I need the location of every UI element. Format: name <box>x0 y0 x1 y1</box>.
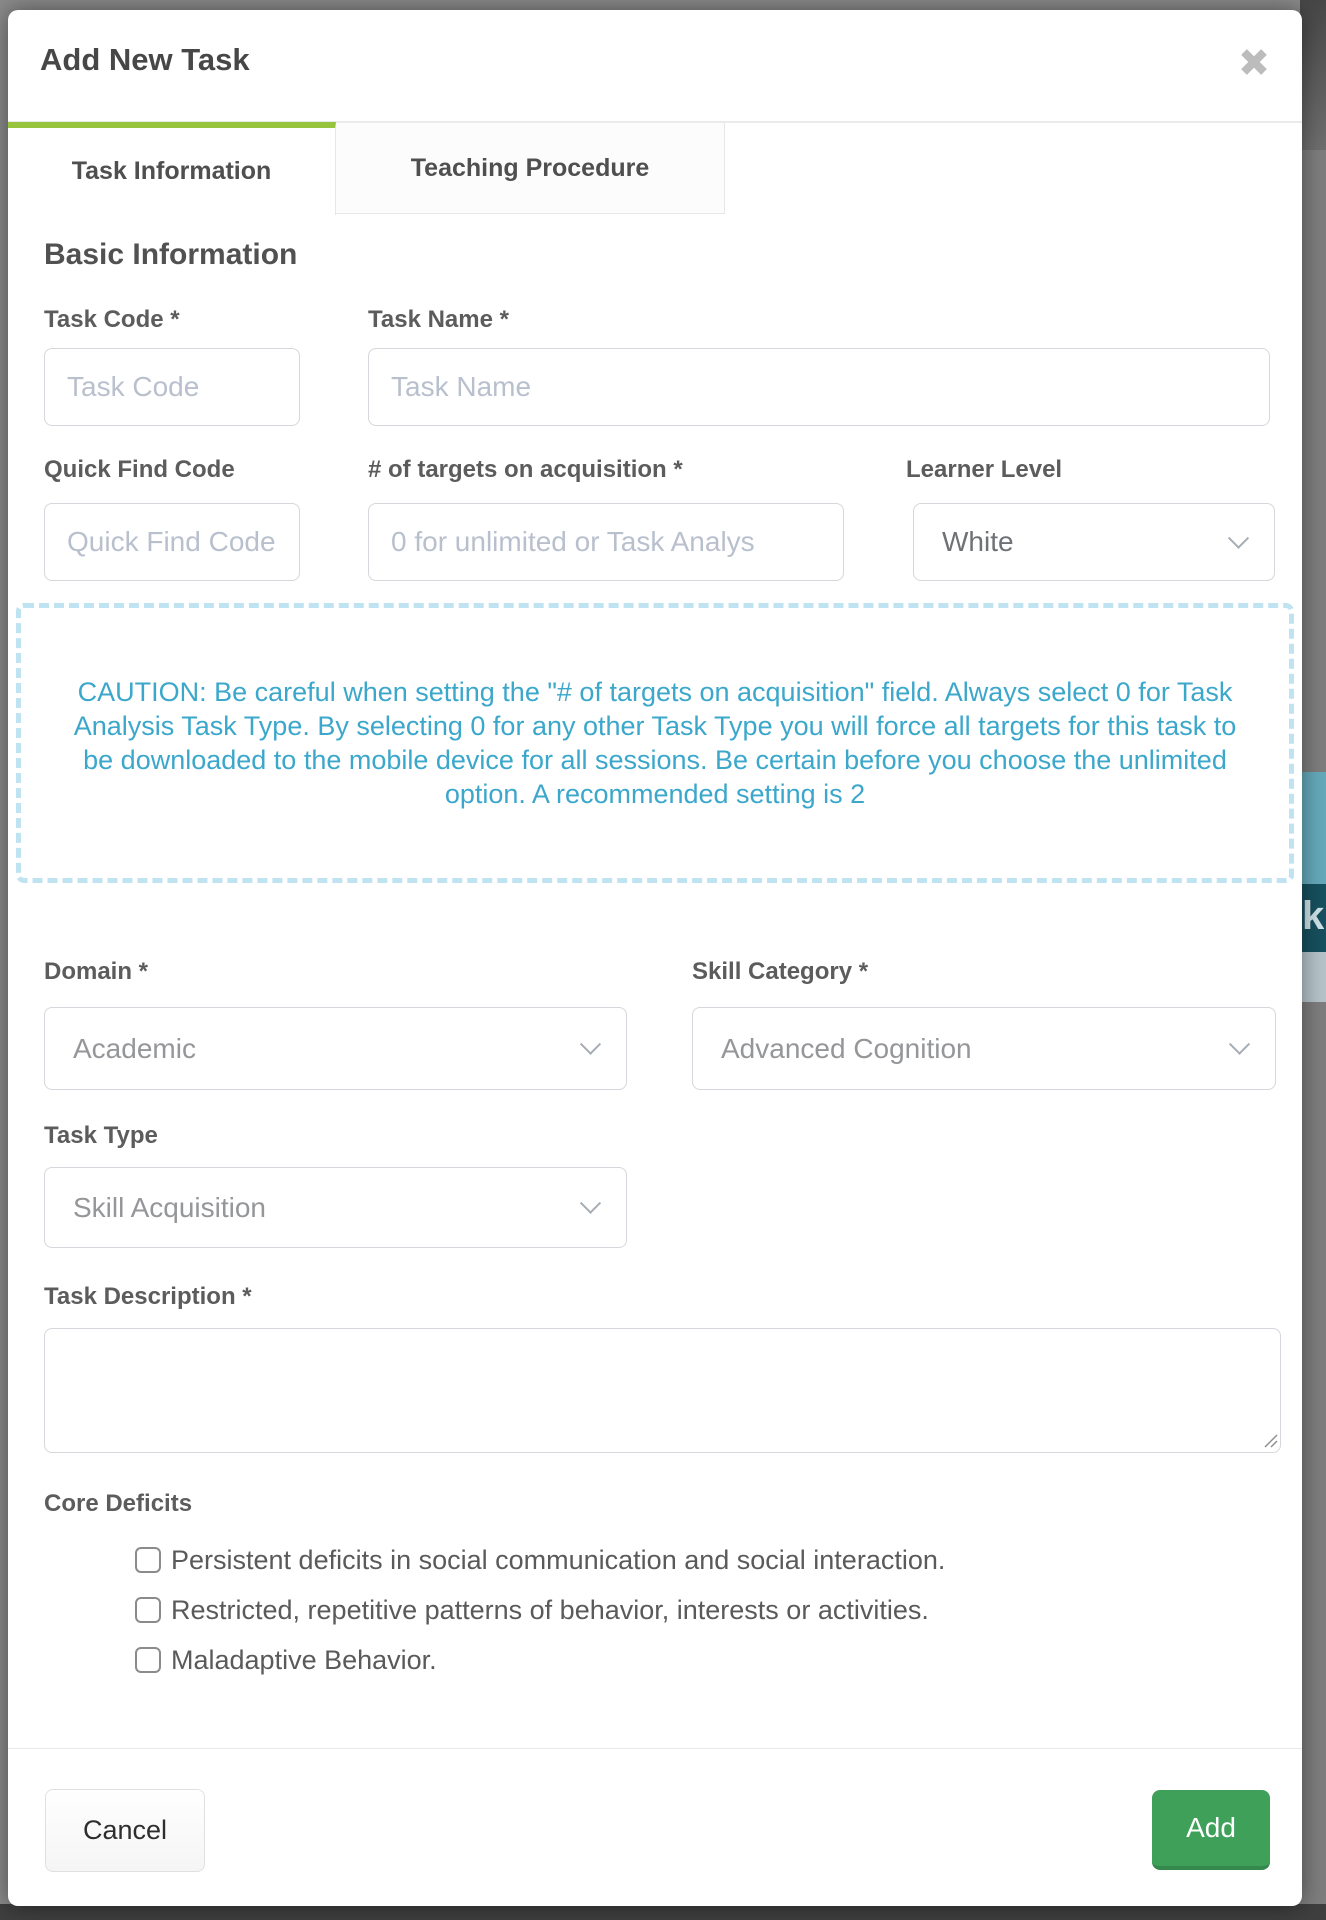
domain-select[interactable] <box>44 1007 627 1090</box>
domain-label: Domain * <box>44 958 149 985</box>
learner-level-select[interactable] <box>913 503 1275 581</box>
background-dark-top <box>1300 0 1326 150</box>
checkbox-label: Persistent deficits in social communication and social interaction. <box>171 1544 946 1575</box>
background-page-strip <box>1300 0 1326 1920</box>
task-name-label: Task Name * <box>368 306 509 333</box>
task-code-label: Task Code * <box>44 306 180 333</box>
chevron-down-icon <box>580 1034 601 1055</box>
targets-on-acquisition-input[interactable] <box>368 503 844 581</box>
tab-teaching-procedure-label: Teaching Procedure <box>410 153 650 182</box>
learner-level-label: Learner Level <box>906 456 1063 483</box>
background-teal-block <box>1300 884 1326 952</box>
background-light-block <box>1300 952 1326 1002</box>
domain-value: Academic <box>73 1032 196 1064</box>
cancel-button[interactable]: Cancel <box>45 1789 205 1872</box>
task-description-textarea[interactable] <box>44 1328 1281 1453</box>
core-deficit-option-row <box>135 1642 437 1678</box>
tab-task-information[interactable] <box>8 122 336 215</box>
skill-category-value: Advanced Cognition <box>721 1032 972 1064</box>
tab-teaching-procedure[interactable] <box>336 123 725 214</box>
tab-task-information-label: Task Information <box>71 157 272 185</box>
caution-text: CAUTION: Be careful when setting the "# of targets on acquisition" field. Always select 0 for Task Analysis Task Type. By selecting 0 for any other Task Type you will force all targets for this task to be downloaded to the mobile device for all sessions. Be certain before you choose the unlimited option. A recommended setting is 2 <box>73 677 1237 809</box>
learner-level-value: White <box>942 526 1014 557</box>
checkbox-label: Restricted, repetitive patterns of behavior, interests or activities. <box>171 1594 929 1625</box>
background-letter-fragment: k <box>1302 894 1325 938</box>
core-deficit-option-row <box>135 1542 945 1578</box>
footer-divider <box>8 1748 1302 1749</box>
section-title-basic-information: Basic Information <box>44 238 298 271</box>
caution-box <box>16 603 1294 883</box>
checkbox-maladaptive-behavior[interactable] <box>135 1647 161 1673</box>
background-teal-shape <box>1300 772 1326 884</box>
quick-find-code-input[interactable] <box>44 503 300 581</box>
core-deficit-option-row <box>135 1592 929 1628</box>
modal-title: Add New Task <box>40 42 250 77</box>
chevron-down-icon <box>1228 527 1249 548</box>
background-bottom-bar <box>0 1904 1326 1920</box>
close-icon[interactable] <box>1236 44 1272 80</box>
chevron-down-icon <box>580 1193 601 1214</box>
add-button[interactable]: Add <box>1152 1790 1270 1870</box>
checkbox-restricted-repetitive[interactable] <box>135 1597 161 1623</box>
targets-on-acquisition-label: # of targets on acquisition * <box>368 456 683 483</box>
task-description-label: Task Description * <box>44 1283 252 1310</box>
checkbox-label: Maladaptive Behavior. <box>171 1644 437 1675</box>
task-type-select[interactable] <box>44 1167 627 1248</box>
modal-header <box>8 10 1302 122</box>
core-deficits-label: Core Deficits <box>44 1490 193 1517</box>
task-code-input[interactable] <box>44 348 300 426</box>
chevron-down-icon <box>1229 1034 1250 1055</box>
quick-find-code-label: Quick Find Code <box>44 456 235 483</box>
tab-bar <box>8 122 1302 213</box>
add-new-task-modal <box>8 10 1302 1906</box>
task-type-value: Skill Acquisition <box>73 1191 266 1223</box>
task-name-input[interactable] <box>368 348 1270 426</box>
skill-category-label: Skill Category * <box>692 958 869 985</box>
skill-category-select[interactable] <box>692 1007 1276 1090</box>
checkbox-persistent-deficits[interactable] <box>135 1547 161 1573</box>
task-type-label: Task Type <box>44 1122 158 1149</box>
